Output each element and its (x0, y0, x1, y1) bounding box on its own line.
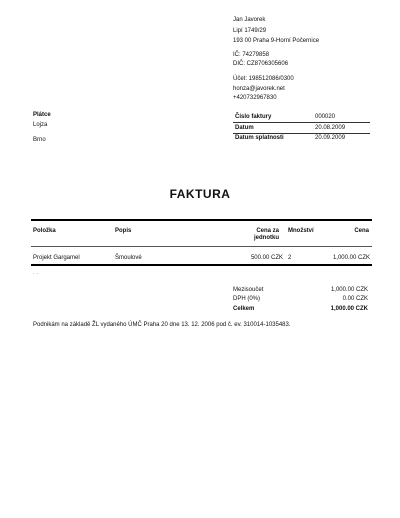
table-bottom-rule (31, 264, 372, 266)
invoice-date-label: Datum (235, 125, 254, 131)
supplier-phone: +420732967830 (233, 95, 277, 101)
col-header-qty: Množství (288, 228, 314, 234)
invoice-number-label: Číslo faktury (235, 114, 272, 120)
document-title: FAKTURA (169, 187, 231, 201)
vat-value: 0.00 CZK (342, 296, 368, 302)
col-header-price: Cena (354, 228, 369, 234)
supplier-email: honza@javorek.net (233, 86, 285, 92)
supplier-account: Účet: 198512086/0300 (233, 76, 294, 82)
supplier-ic: IČ: 74279858 (233, 52, 270, 58)
table-header-rule (31, 246, 372, 247)
supplier-name: Jan Javorek (233, 17, 266, 23)
meta-divider-1 (233, 122, 370, 123)
vat-label: DPH (0%) (233, 296, 261, 302)
invoice-due-label: Datum splatnosti (235, 135, 284, 141)
subtotal-value: 1,000.00 CZK (330, 287, 368, 293)
supplier-dic: DIČ: CZ8706305606 (233, 61, 289, 67)
row-qty: 2 (288, 255, 292, 261)
col-header-unit-price-line1: Cena za (256, 228, 279, 234)
customer-name: Lojza (33, 122, 48, 128)
supplier-city: 193 00 Praha 9-Horní Počernice (233, 38, 320, 44)
row-unit-price: 500.00 CZK (250, 255, 283, 261)
col-header-unit-price-line2: jednotku (254, 235, 279, 242)
subtotal-label: Mezisoučet (233, 287, 264, 293)
customer-label: Plátce (33, 112, 51, 118)
dots: . . (33, 270, 39, 276)
meta-divider-2 (233, 133, 370, 134)
total-value: 1,000.00 CZK (330, 306, 368, 312)
footer-note: Podnikám na základě ŽL vydaného ÚMČ Praha 20 dne 13. 12. 2006 pod č. ev. 310014-1035483. (33, 322, 291, 328)
row-item: Projekt Gargamel (33, 255, 80, 261)
row-price: 1,000.00 CZK (332, 255, 370, 261)
col-header-item: Položka (33, 228, 56, 234)
col-header-unit-price (230, 228, 279, 242)
row-desc: Šmoulové (115, 255, 142, 261)
col-header-desc: Popis (115, 228, 132, 234)
supplier-street: Lipí 1749/29 (233, 28, 267, 34)
invoice-number: 000020 (315, 114, 336, 120)
invoice-due: 20.09.2009 (315, 135, 346, 141)
customer-city: Brno (33, 137, 46, 143)
invoice-date: 20.08.2009 (315, 125, 346, 131)
total-label: Celkem (233, 306, 255, 312)
table-top-rule (31, 219, 372, 221)
